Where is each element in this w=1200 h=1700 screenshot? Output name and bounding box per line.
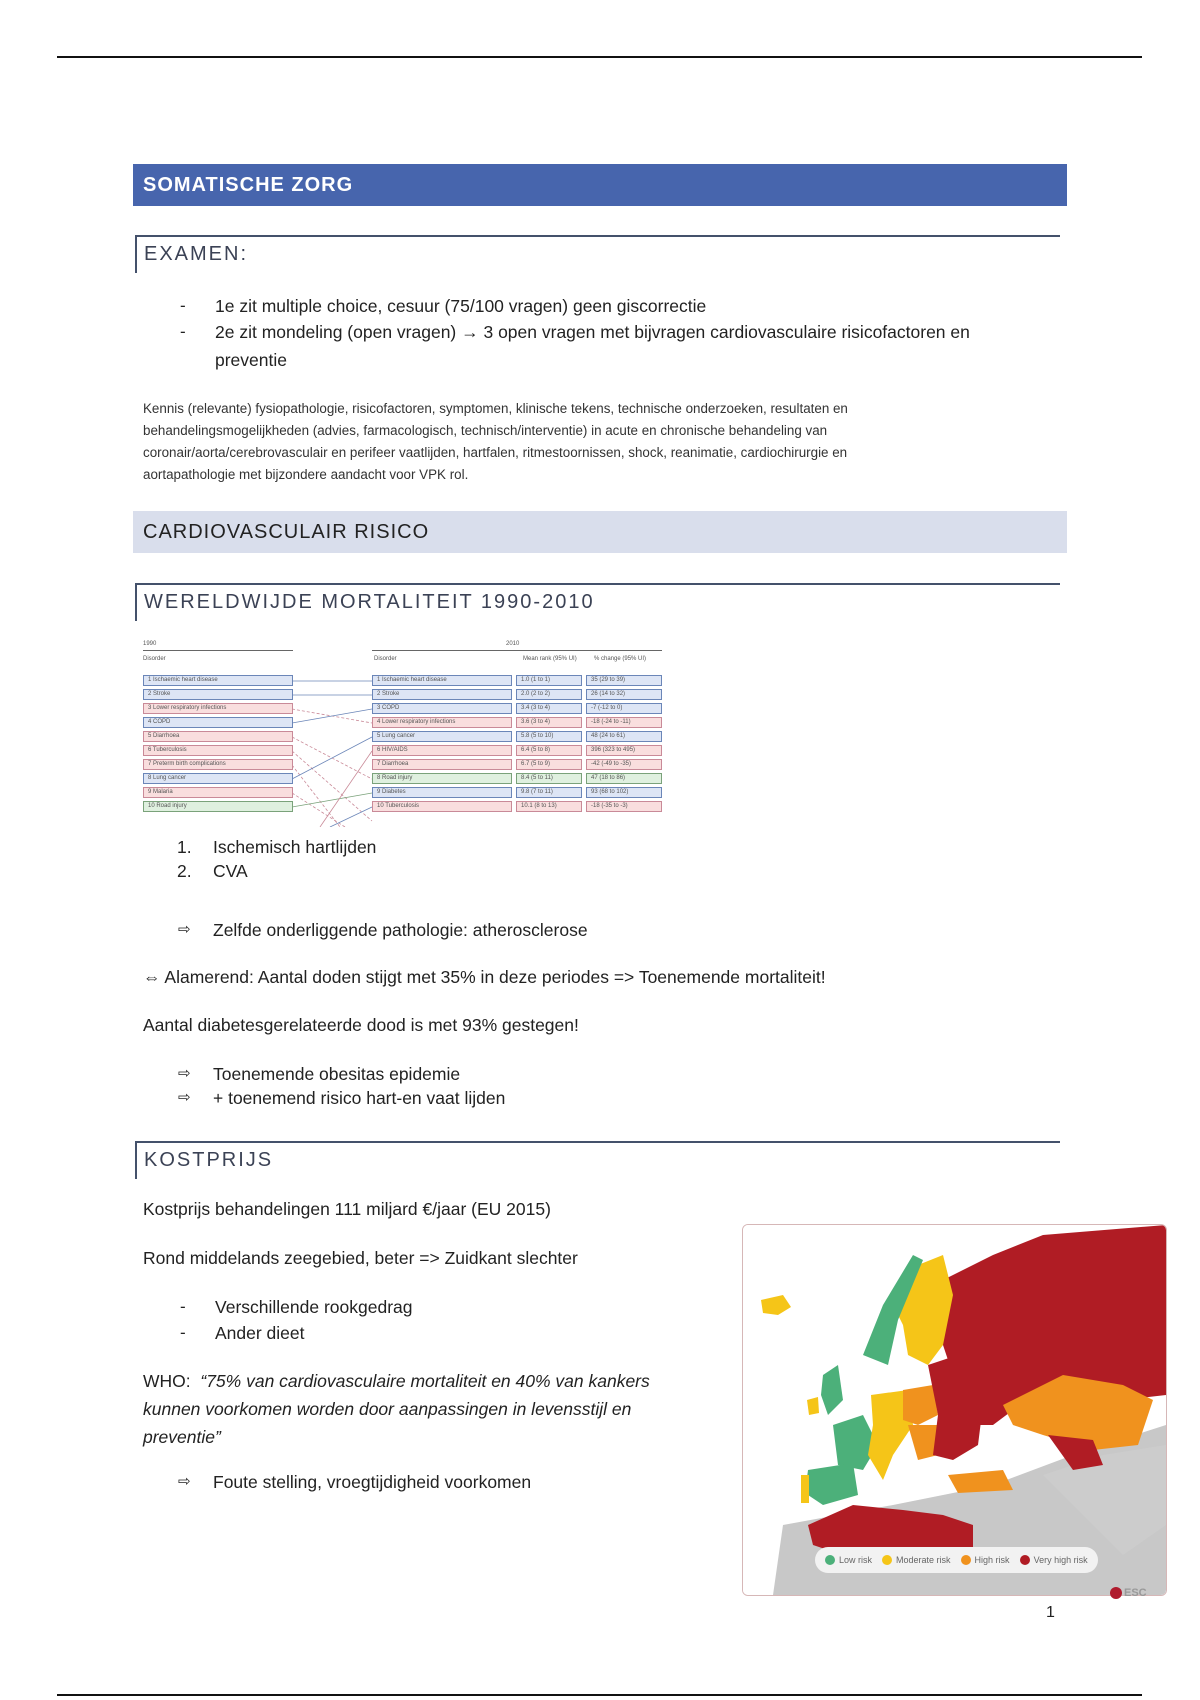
- who-quote: [143, 1367, 650, 1451]
- heading-kostprijs: KOSTPRIJS: [144, 1149, 274, 1171]
- figure-year-1990: 1990: [143, 641, 157, 647]
- arrow-right-icon: ⇨: [178, 1065, 191, 1082]
- who-quote-line: “75% van cardiovasculaire mortaliteit en 40% van kankers: [200, 1371, 650, 1391]
- list-1990-item: 5 Diarrhoea: [143, 731, 293, 742]
- list-2010-rank: 3.6 (3 to 4): [516, 717, 582, 728]
- heading-kostprijs-box: [135, 1141, 1060, 1179]
- heading-examen-box: [135, 235, 1060, 273]
- list-2010-item: 6 HIV/AIDS: [372, 745, 512, 756]
- figure-col-rank: Mean rank (95% UI): [523, 656, 577, 662]
- esc-heart-icon: [1110, 1587, 1122, 1599]
- who-quote-line: kunnen voorkomen worden door aanpassingen in levensstijl en: [143, 1399, 632, 1419]
- figure-col-disorder: Disorder: [143, 656, 166, 662]
- legend-item: [825, 1555, 872, 1565]
- kostprijs-line-1: Kostprijs behandelingen 111 miljard €/jaar (EU 2015): [143, 1199, 551, 1219]
- list-2010-rank: 8.4 (5 to 11): [516, 773, 582, 784]
- list-1990-item: 7 Preterm birth complications: [143, 759, 293, 770]
- list-1990-item: 4 COPD: [143, 717, 293, 728]
- legend-dot-icon: [882, 1555, 892, 1565]
- list-1990-item: 1 Ischaemic heart disease: [143, 675, 293, 686]
- arrow-right-icon: ⇨: [178, 1473, 191, 1490]
- list-2010-change: -18 (-24 to -11): [586, 717, 662, 728]
- kennis-line: aortapathologie met bijzondere aandacht voor VPK rol.: [143, 467, 469, 482]
- ranked-item-2: CVA: [213, 861, 248, 881]
- map-legend: [815, 1547, 1098, 1573]
- list-2010-item: 4 Lower respiratory infections: [372, 717, 512, 728]
- rank-number-1: 1.: [177, 837, 192, 857]
- bullet-dash: -: [180, 296, 186, 315]
- kostprijs-item-1: Verschillende rookgedrag: [215, 1297, 413, 1317]
- kennis-line: Kennis (relevante) fysiopathologie, risicofactoren, symptomen, klinische tekens, technische onderzoeken, resultaten en: [143, 401, 848, 416]
- list-2010-item: 7 Diarrhoea: [372, 759, 512, 770]
- kennis-line: behandelingsmogelijkheden (advies, farmacologisch, technisch/interventie) in acute en chronische behandeling van: [143, 423, 828, 438]
- who-quote-line: preventie”: [143, 1427, 221, 1447]
- legend-dot-icon: [825, 1555, 835, 1565]
- list-2010-item: 8 Road injury: [372, 773, 512, 784]
- risico-note: + toenemend risico hart-en vaat lijden: [213, 1088, 506, 1108]
- esc-label: ESC: [1124, 1587, 1147, 1599]
- top-rule: [57, 56, 1142, 58]
- legend-label: Moderate risk: [896, 1555, 951, 1565]
- rank-number-2: 2.: [177, 861, 192, 881]
- page-number: 1: [1046, 1604, 1055, 1621]
- kostprijs-item-2: Ander dieet: [215, 1323, 305, 1343]
- list-2010-rank: 3.4 (3 to 4): [516, 703, 582, 714]
- who-prefix: WHO:: [143, 1371, 191, 1391]
- list-2010-change: 35 (29 to 39): [586, 675, 662, 686]
- legend-label: Very high risk: [1033, 1555, 1088, 1565]
- diabetes-note: Aantal diabetesgerelateerde dood is met 93% gestegen!: [143, 1015, 579, 1035]
- list-2010-rank: 2.0 (2 to 2): [516, 689, 582, 700]
- list-2010-item: 10 Tuberculosis: [372, 801, 512, 812]
- list-2010-item: 5 Lung cancer: [372, 731, 512, 742]
- list-1990-item: 3 Lower respiratory infections: [143, 703, 293, 714]
- list-2010-change: -42 (-49 to -35): [586, 759, 662, 770]
- arrow-right-icon: ⇨: [178, 921, 191, 938]
- list-1990-item: 9 Malaria: [143, 787, 293, 798]
- figure-year-2010: 2010: [506, 641, 520, 647]
- list-2010-change: -7 (-12 to 0): [586, 703, 662, 714]
- heading-examen: EXAMEN:: [144, 243, 249, 265]
- list-1990-item: 6 Tuberculosis: [143, 745, 293, 756]
- list-2010-rank: 6.4 (5 to 8): [516, 745, 582, 756]
- figure-col-disorder-2010: Disorder: [374, 656, 397, 662]
- list-2010-change: 93 (68 to 102): [586, 787, 662, 798]
- figure-col-change: % change (95% UI): [594, 656, 647, 662]
- list-2010-change: 396 (323 to 495): [586, 745, 662, 756]
- list-1990-item: 10 Road injury: [143, 801, 293, 812]
- heading-somatische-zorg: SOMATISCHE ZORG: [133, 164, 1067, 206]
- mortality-ranking-figure: [140, 637, 670, 827]
- examen-item-1: 1e zit multiple choice, cesuur (75/100 vragen) geen giscorrectie: [215, 296, 707, 316]
- esc-logo: [1110, 1587, 1147, 1599]
- legend-item: [882, 1555, 951, 1565]
- kennis-line: coronair/aorta/cerebrovasculair en perifeer vaatlijden, hartfalen, ritmestoornissen, shock, reanimatie, cardiochirurgie en: [143, 445, 848, 460]
- legend-label: High risk: [974, 1555, 1010, 1565]
- heading-mortaliteit-box: [135, 583, 1060, 621]
- list-2010-item: 2 Stroke: [372, 689, 512, 700]
- europe-risk-map: [742, 1224, 1167, 1596]
- legend-dot-icon: [961, 1555, 971, 1565]
- legend-label: Low risk: [839, 1555, 873, 1565]
- list-2010-rank: 10.1 (8 to 13): [516, 801, 582, 812]
- europe-map-shapes: [743, 1225, 1166, 1595]
- list-1990-item: 8 Lung cancer: [143, 773, 293, 784]
- atherosclerose-note: Zelfde onderliggende pathologie: atherosclerose: [213, 920, 588, 940]
- examen-item-2-cont: preventie: [215, 350, 287, 370]
- heading-mortaliteit: WERELDWIJDE MORTALITEIT 1990-2010: [144, 591, 595, 613]
- list-2010-rank: 6.7 (5 to 9): [516, 759, 582, 770]
- list-2010-change: 26 (14 to 32): [586, 689, 662, 700]
- list-2010-change: 48 (24 to 61): [586, 731, 662, 742]
- bullet-dash: -: [180, 1323, 186, 1342]
- list-1990-item: 2 Stroke: [143, 689, 293, 700]
- list-2010-rank: 9.8 (7 to 11): [516, 787, 582, 798]
- list-2010-rank: 5.8 (5 to 10): [516, 731, 582, 742]
- list-2010-item: 1 Ischaemic heart disease: [372, 675, 512, 686]
- bullet-dash: -: [180, 322, 186, 341]
- foute-stelling-note: Foute stelling, vroegtijdigheid voorkomen: [213, 1472, 532, 1492]
- obesitas-note: Toenemende obesitas epidemie: [213, 1064, 461, 1084]
- list-2010-change: -18 (-35 to -3): [586, 801, 662, 812]
- list-2010-item: 9 Diabetes: [372, 787, 512, 798]
- examen-item-2: 2e zit mondeling (open vragen) → 3 open vragen met bijvragen cardiovasculaire risicofactoren en: [215, 322, 970, 342]
- arrow-right-icon: ⇨: [178, 1089, 191, 1106]
- bottom-rule: [57, 1694, 1142, 1696]
- legend-item: [961, 1555, 1010, 1565]
- legend-item: [1020, 1555, 1088, 1565]
- kostprijs-line-2: Rond middelands zeegebied, beter => Zuidkant slechter: [143, 1248, 578, 1268]
- list-2010-rank: 1.0 (1 to 1): [516, 675, 582, 686]
- legend-dot-icon: [1020, 1555, 1030, 1565]
- list-2010-change: 47 (18 to 86): [586, 773, 662, 784]
- kennis-paragraph: [143, 398, 1023, 486]
- list-2010-item: 3 COPD: [372, 703, 512, 714]
- ranked-item-1: Ischemisch hartlijden: [213, 837, 377, 857]
- alarm-note: ⇔ Alamerend: Aantal doden stijgt met 35% in deze periodes => Toenemende mortaliteit!: [143, 967, 826, 987]
- heading-cardiovasculair-risico: CARDIOVASCULAIR RISICO: [133, 511, 1067, 553]
- bullet-dash: -: [180, 1297, 186, 1316]
